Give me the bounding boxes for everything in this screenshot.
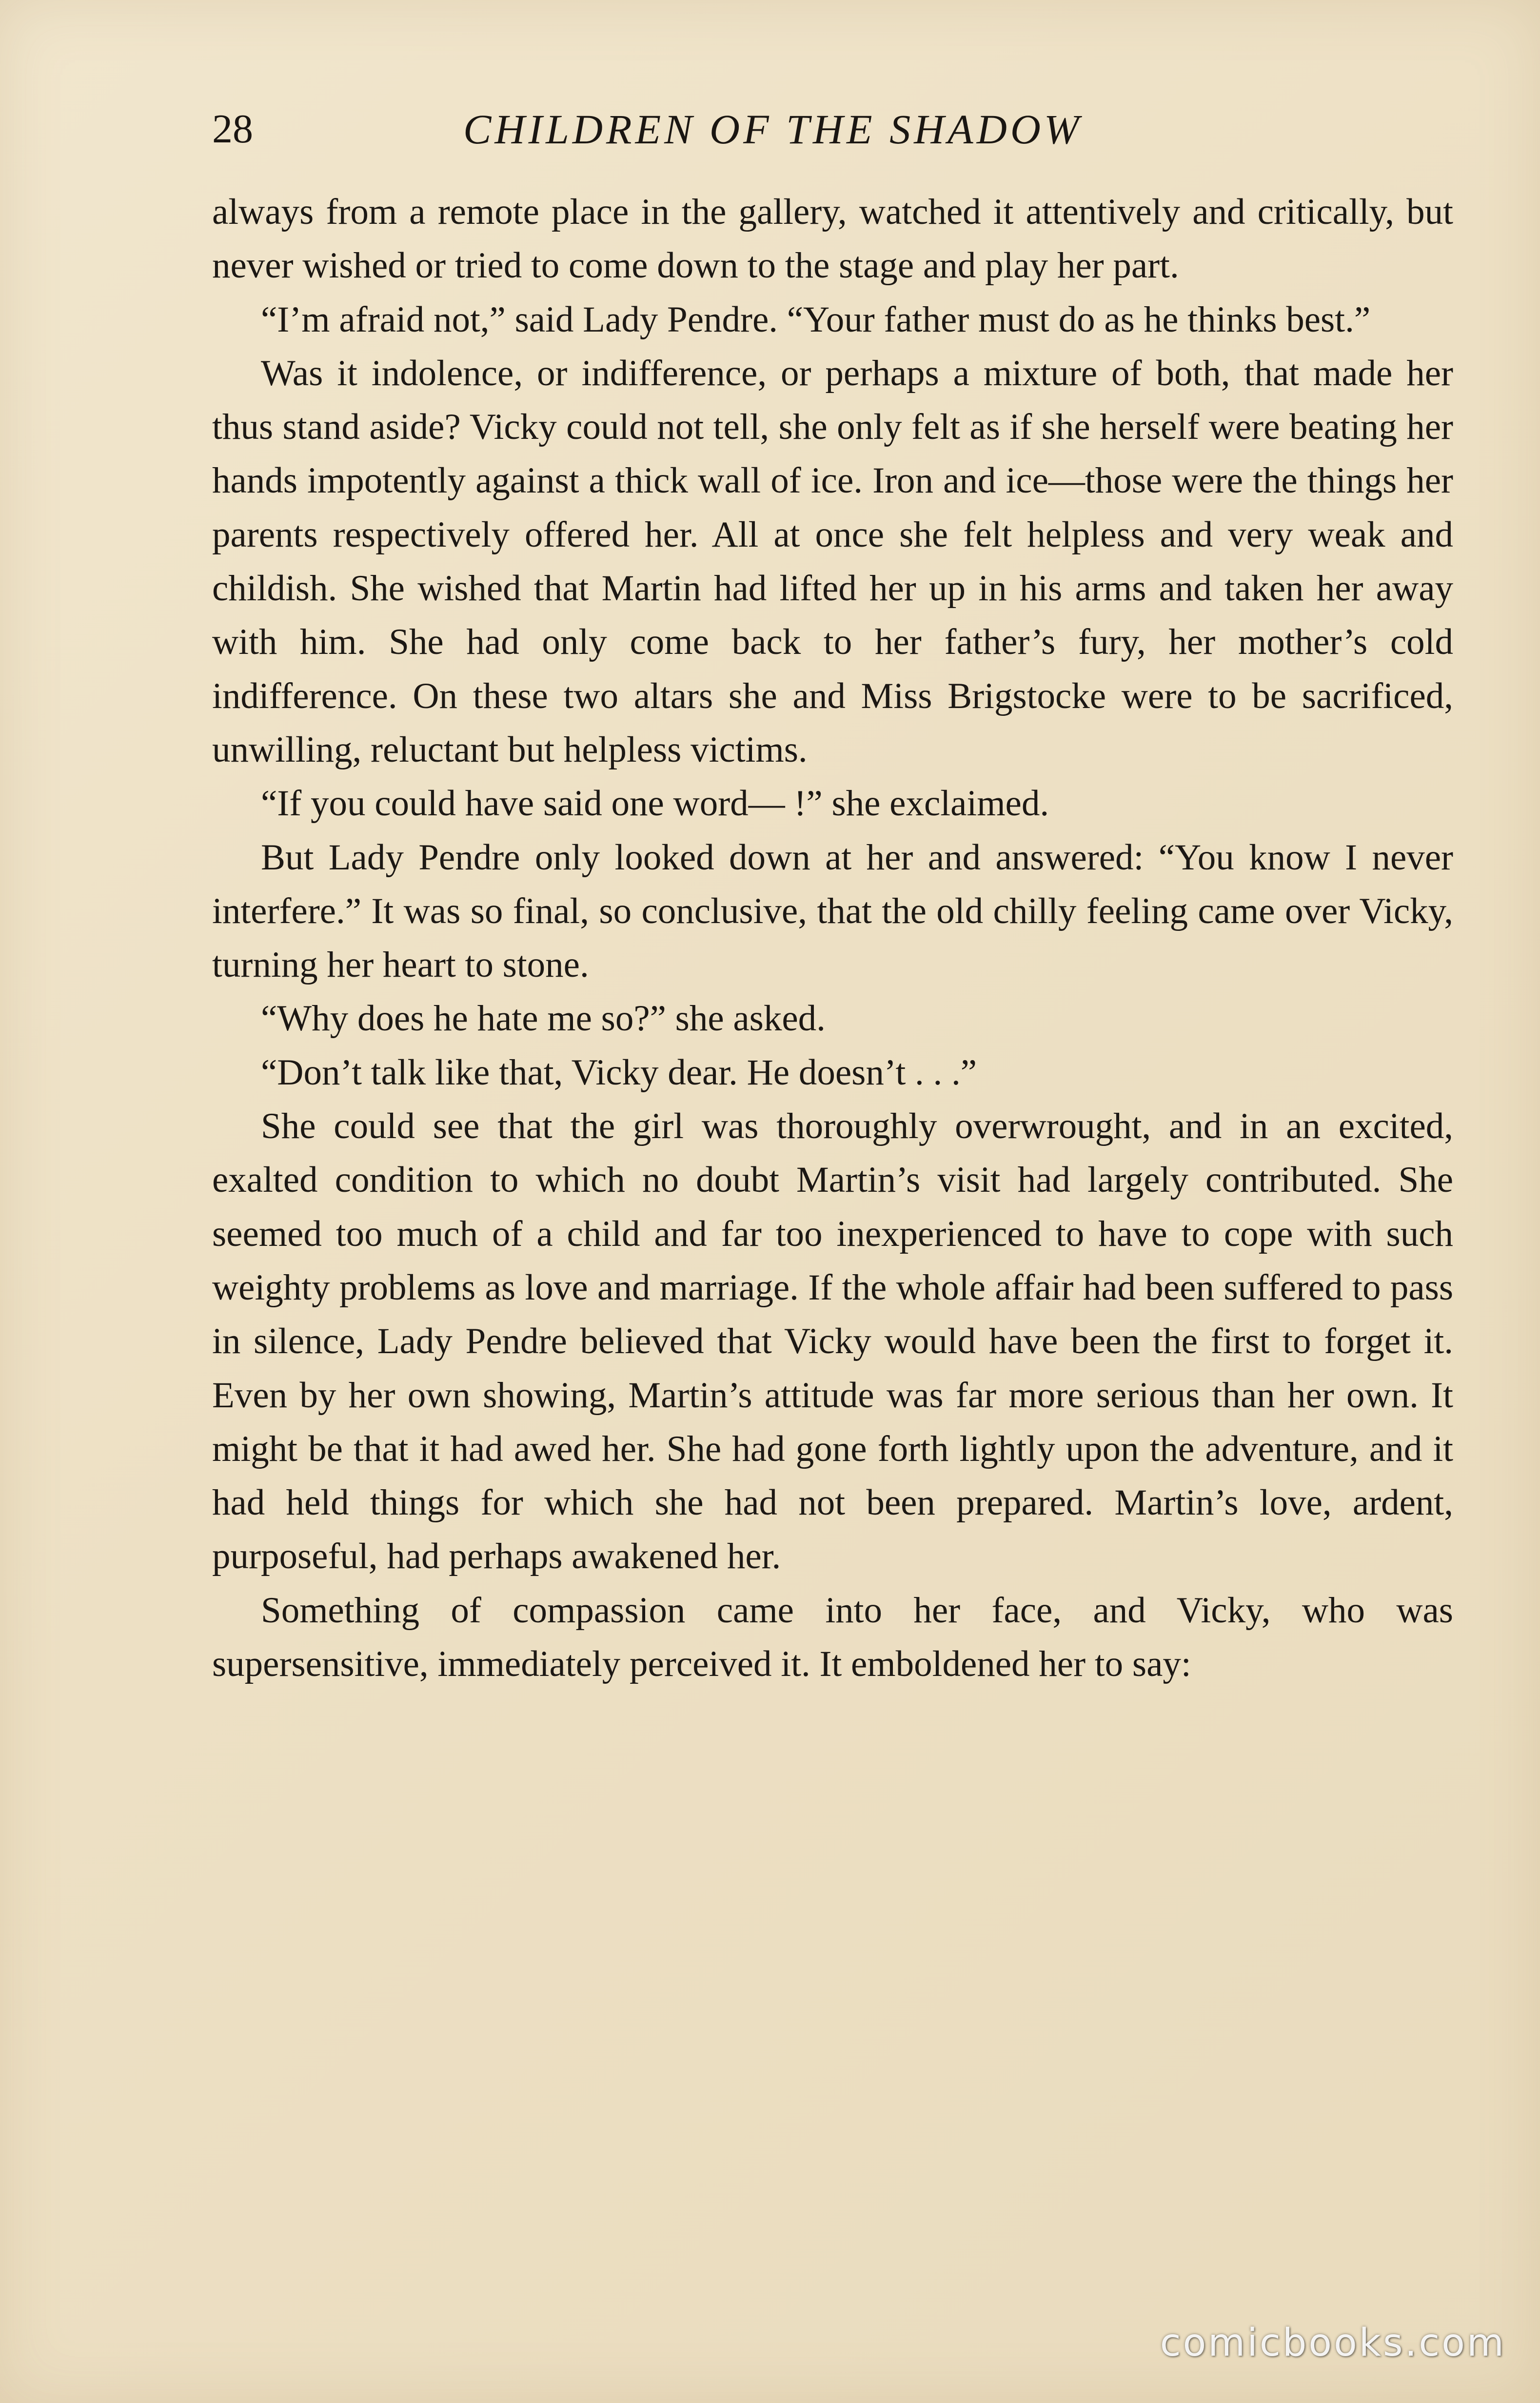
paragraph: Something of compassion came into her face, and Vicky, who was supersensitive, immediately perceived it. It emboldened her to say: <box>212 1590 1453 1685</box>
page-header <box>212 100 1451 158</box>
watermark: comicbooks.com <box>1160 2321 1506 2365</box>
paragraph: She could see that the girl was thoroughly overwrought, and in an excited, exalted condition to which no doubt Martin’s visit had largely contributed. She seemed too much of a child and far too inexperienced to have to cope with such weighty problems as love and marriage. If the whole affair had been suffered to pass in silence, Lady Pendre believed that Vicky would have been the first to forget it. Even by her own showing, Martin’s attitude was far more serious than her own. It might be that it had awed her. She had gone forth lightly upon the adventure, and it had held things for which she had not been prepared. Martin’s love, ardent, purposeful, had perhaps awakened her. <box>212 1106 1453 1577</box>
paragraph: “Why does he hate me so?” she asked. <box>261 998 826 1039</box>
paragraph: “I’m afraid not,” said Lady Pendre. “Your father must do as he thinks best.” <box>261 299 1371 340</box>
paragraph: always from a remote place in the gallery, watched it attentively and critically, but never wished or tried to come down to the stage and play her part. <box>212 192 1453 286</box>
body-text <box>212 185 1453 1691</box>
page-number: 28 <box>212 106 253 152</box>
paragraph: Was it indolence, or indifference, or perhaps a mixture of both, that made her thus stand aside? Vicky could not tell, she only felt as if she herself were beating her hands impotently against a thick wall of ice. Iron and ice—those were the things her parents respectively offered her. All at once she felt helpless and very weak and childish. She wished that Martin had lifted her up in his arms and taken her away with him. She had only come back to her father’s fury, her mother’s cold indifference. On these two altars she and Miss Brigstocke were to be sacrificed, unwilling, reluctant but helpless victims. <box>212 353 1453 770</box>
paragraph: “Don’t talk like that, Vicky dear. He doesn’t . . .” <box>261 1052 977 1093</box>
running-head: CHILDREN OF THE SHADOW <box>463 106 1083 153</box>
paragraph: “If you could have said one word— !” she exclaimed. <box>261 783 1049 824</box>
paragraph: But Lady Pendre only looked down at her and answered: “You know I never interfere.” It was so final, so conclusive, that the old chilly feeling came over Vicky, turning her heart to stone. <box>212 837 1453 985</box>
